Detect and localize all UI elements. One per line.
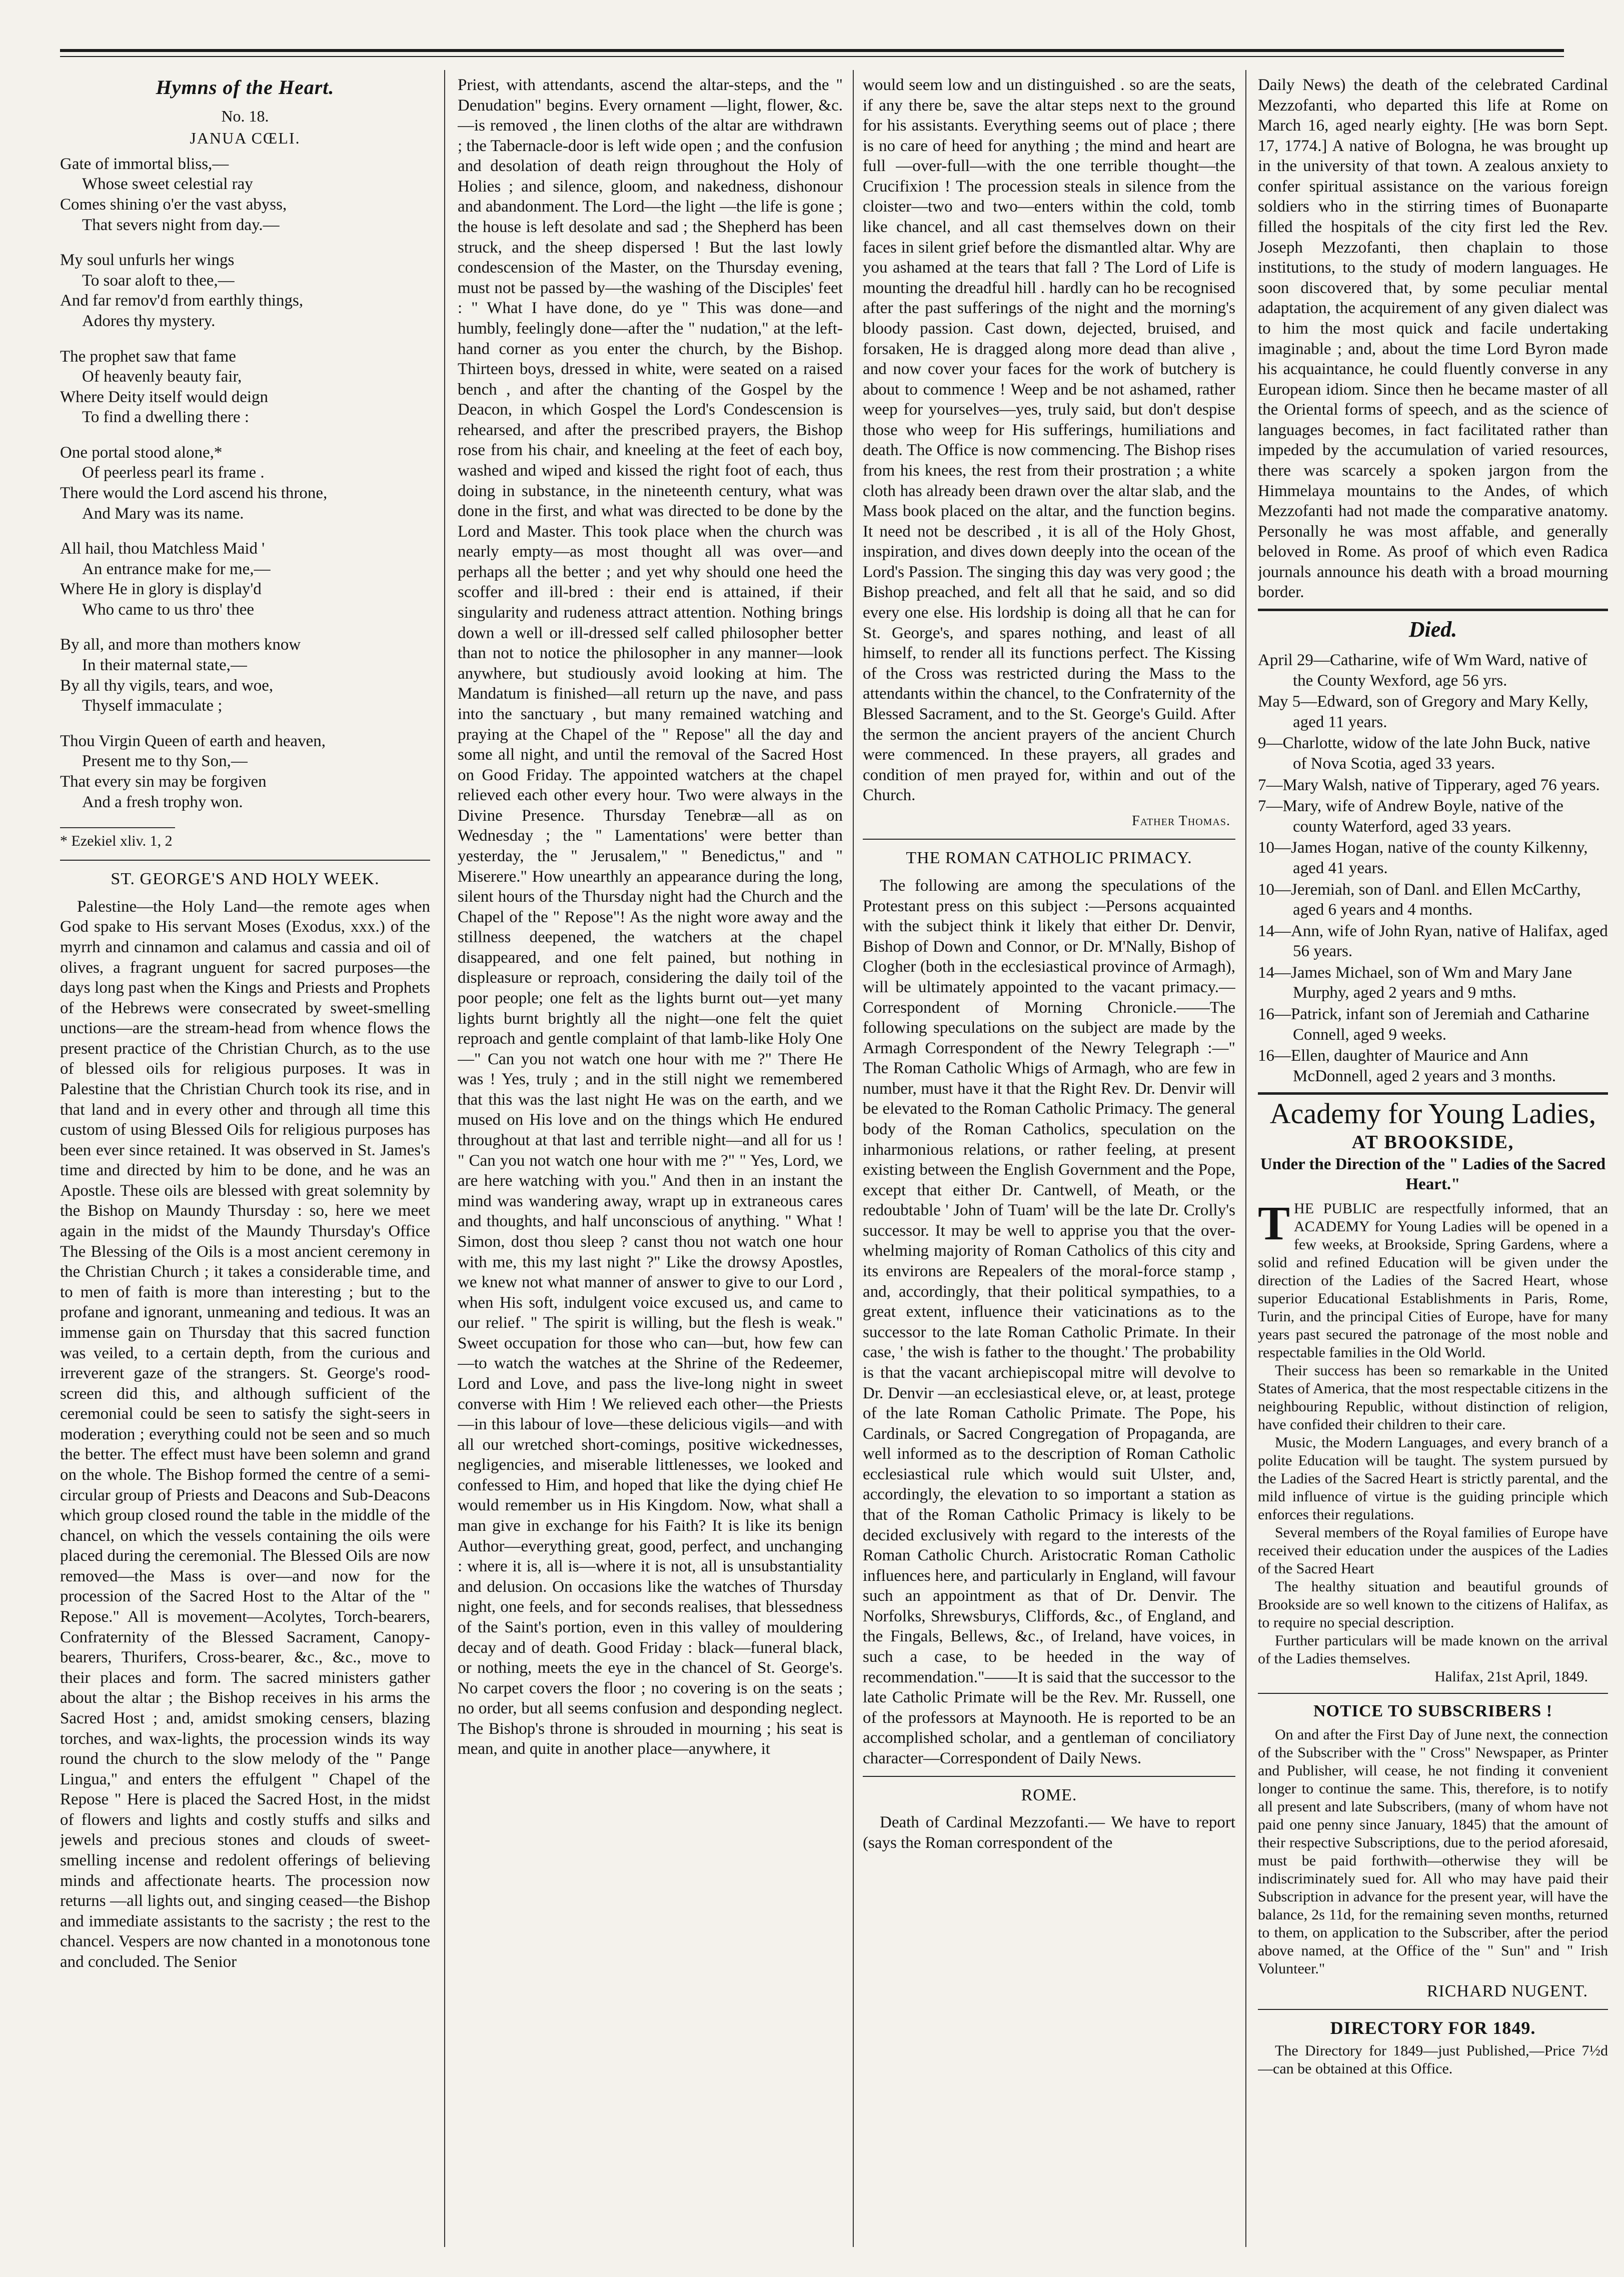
poem-line: Of heavenly beauty fair,	[82, 368, 242, 386]
poem-line: To soar aloft to thee,—	[82, 271, 235, 290]
poem-line: There would the Lord ascend his throne,	[60, 484, 328, 502]
obituary-entry: 7—Mary Walsh, native of Tipperary, aged 76 years.	[1258, 776, 1600, 794]
academy-ad-body	[1258, 1196, 1608, 1668]
column-divider	[444, 70, 445, 2247]
poem-line: Present me to thy Son,—	[82, 752, 248, 771]
poem-line: Where He in glory is display'd	[60, 580, 262, 599]
poem-stanza	[60, 731, 430, 812]
poem-line: Adores thy mystery.	[82, 312, 216, 330]
article-continuation	[863, 75, 1235, 806]
poem-line: Who came to us thro' thee	[82, 600, 255, 619]
poem-line: Thyself immaculate ;	[82, 697, 223, 715]
section-rule	[1258, 1092, 1608, 1095]
mezzofanti-body	[1258, 75, 1608, 603]
drop-cap: T	[1258, 1196, 1290, 1250]
poem-line: By all, and more than mothers know	[60, 636, 301, 654]
poem-line: One portal stood alone,*	[60, 443, 223, 462]
article-continuation	[458, 75, 843, 1759]
section-rule	[1258, 609, 1608, 611]
died-heading: Died.	[1408, 617, 1457, 642]
poem-body	[60, 154, 430, 812]
poem-line: Whose sweet celestial ray	[82, 175, 253, 194]
poem-line: That severs night from day.—	[82, 216, 280, 234]
article-heading: ST. GEORGE'S AND HOLY WEEK.	[111, 869, 380, 888]
academy-ad-title: Academy for Young Ladies,	[1269, 1097, 1596, 1130]
poem-number: No. 18.	[221, 107, 269, 126]
paragraph: The following are among the speculations of the Protestant press on this subject :—Persons acquainted with the subject think it likely that either Dr. Denvir, Bishop of Down and Connor, or Dr. M'Nally, Bishop of Clogher (both in the ecclesiastical province of Armagh), will be ultimately appointed to the vacant primacy.—Correspondent of Morning Chronicle.——The following speculations on the subject are made by the Armagh Correspondent of the Newry Telegraph :—" The Roman Catholic Whigs of Armagh, who are few in number, must have it that the Right Rev. Dr. Denvir will be elevated to the Roman Catholic Primacy. The general body of the Roman Catholics, speculation on the inharmonious relations, or rather feeling, at present existing between the English Government and the Pope, except that either Dr. Cantwell, of Meath, or the redoubtable ' John of Tuam' will be the late Dr. Crolly's successor. It may be well to apprise you that the over-whelming majority of Roman Catholics of this city and its environs are Repealers of the moral-force stamp , and, accordingly, that their political sympathies, to a great extent, influence their vaticinations as to the successor to the late Roman Catholic Primate. In their case, ' the wish is father to the thought.' The probability is that the vacant archiepiscopal mitre will devolve to Dr. Denvir —an ecclesiastical eleve, or, at least, protege of the late Roman Catholic Primate. The Pope, his Cardinals, or Sacred Congregation of Propaganda, are well informed as to the description of Roman Catholic ecclesiastical rule which would suit Ulster, and, accordingly, the elevation to so important a station as that of the Roman Catholic Primacy is likely to be decided exclusively with regard to the interests of the Roman Catholic Church. Aristocratic Roman Catholic influences here, and particularly in England, will favour such an appointment as that of Dr. Denvir. The Norfolks, Shrewsburys, Cliffords, &c., of England, and the Fingals, Bellews, &c., of Ireland, have voices, in such a case, to be heeded in the way of recommendation."——It is said that the successor to the late Catholic Primate will be the Rev. Mr. Russell, one of the professors at Maynooth. He is reported to be an accomplished scholar, and a gentleman of conciliatory character—Correspondent of Daily News.	[863, 877, 1235, 1767]
paragraph: The healthy situation and beautiful grounds of Brookside are so well known to the citizens of Halifax, as to require no special description.	[1258, 1578, 1608, 1631]
section-rule	[863, 839, 1235, 840]
poem-stanza	[60, 443, 430, 524]
poem-line: An entrance make for me,—	[82, 560, 271, 578]
poem-line: That every sin may be forgiven	[60, 772, 267, 791]
poem-line: And far remov'd from earthly things,	[60, 292, 304, 310]
academy-ad-direction: Under the Direction of the " Ladies of the Sacred Heart."	[1260, 1155, 1606, 1194]
primacy-heading: THE ROMAN CATHOLIC PRIMACY.	[906, 849, 1192, 868]
section-rule	[1258, 2009, 1608, 2010]
rome-heading: ROME.	[1021, 1785, 1077, 1804]
poem-line: Of peerless pearl its frame .	[82, 464, 265, 482]
section-rule	[1258, 1693, 1608, 1694]
obituary-entry: May 5—Edward, son of Gregory and Mary Kelly, aged 11 years.	[1258, 693, 1588, 731]
poem-title: JANUA CŒLI.	[190, 129, 301, 147]
masthead-rule-thin	[60, 56, 1564, 57]
column-4	[1258, 75, 1608, 2257]
poem-line: All hail, thou Matchless Maid '	[60, 540, 265, 558]
paragraph: Further particulars will be made known on the arrival of the Ladies themselves.	[1258, 1632, 1608, 1667]
poem-series-title: Hymns of the Heart.	[156, 76, 335, 99]
primacy-body	[863, 876, 1235, 1768]
obituary-entry: 14—James Michael, son of Wm and Mary Jane Murphy, aged 2 years and 9 mths.	[1258, 963, 1572, 1002]
paragraph: HE PUBLIC are respectfully informed, that an ACADEMY for Young Ladies will be opened in a few weeks, at Brookside, Spring Gardens, where a solid and refined Education will be given under the direction of the Ladies of the Sacred Heart, whose superior Educational Establishments in Paris, Rome, Turin, and the principal Cities of Europe, have for many years past secured the patronage of the most noble and respectable families in the Old World.	[1258, 1200, 1608, 1361]
obituary-entry: 10—James Hogan, native of the county Kilkenny, aged 41 years.	[1258, 839, 1588, 877]
column-2	[458, 75, 843, 2257]
paragraph: Several members of the Royal families of Europe have received their education under the auspices of the Ladies of the Sacred Heart	[1258, 1524, 1608, 1577]
poem-line: Comes shining o'er the vast abyss,	[60, 196, 287, 214]
paragraph: Priest, with attendants, ascend the altar-steps, and the " Denudation" begins. Every ornament —light, flower, &c.—is removed , the linen cloths of the altar are withdrawn ; the Tabernacle-door is left wide open ; and the confusion and desolation of death reign throughout the Holy of Holies ; and silence, gloom, and nakedness, dishonour and abandonment. The Lord—the light —the life is gone ; the house is left desolate and sad ; the Shepherd has been struck, and the sheep dispersed ! But the last lowly condescension of the Master, on the Thursday evening, must not be passed by—the washing of the Disciples' feet : " What I have done, do ye " This was done—and humbly, feelingly done—after the " nudation," at the left-hand corner as you enter the church, by the Bishop. Thirteen boys, dressed in white, were seated on a raised bench , and after the chanting of the Gospel by the Deacon, in which Gospel the Lord's Condescension is rehearsed, and after the prescribed prayers, the Bishop rose from his chair, and kneeling at the feet of each boy, washed and wiped and kissed the right foot of each, thus doing in substance, in the nineteenth century, what was done in the first, and what was directed to be done by the Lord and Master. This took place when the church was nearly empty—as most thought all was over—and perhaps all the better ; and yet why should one heed the scoffer and ill-bred : their end is attained, if their singularity and rudeness attract attention. Nothing brings down a well or ill-dressed self called philosopher better than not to notice the philosopher in any manner—look anywhere, but studiously avoid looking at him. The Mandatum is finished—all return up the nave, and pass into the sanctuary , but many remained watching and praying at the Chapel of the " Repose" all the day and some all night, and until the removal of the Sacred Host on Good Friday. The appointed watchers at the chapel relieved each other every hour. Two were always in the Divine Presence. Thursday Tenebræ—all as on Wednesday ; the " Lamentations' were better than yesterday, the " Jerusalem," " Benedictus," and " Miserere." How unearthly an appearance during the long, silent hours of the Thursday night had the Church and the Chapel of the " Repose"! As the night wore away and the stillness deepened, the watchers at the chapel disappeared, and one felt pained, but nothing in displeasure or reproach, considering the daily toil of the poor people; one felt as the lights burnt out—yet many lights burnt brightly all the night—one felt the quiet reproach and gentle complaint of that lamb-like Holy One—" Can you not watch one hour with me ?" There He was ! Yes, truly ; and in the still night we remembered that this was the last night He was on the earth, and we mused on His love and on the things which He endured throughout at that last and terrible night—and all for us ! " Can you not watch one hour with me ?" " Yes, Lord, we are here watching with you." And then in an instant the mind was wandering away, wrapt up in extraneous cares and thoughts, and half unconscious of anything. " What ! Simon, dost thou sleep ? canst thou not watch one hour with me, this my last night ?" Like the drowsy Apostles, we knew not what manner of answer to give to our Lord , when His soft, indulgent voice excused us, and came to our relief. " The spirit is willing, but the flesh is weak." Sweet occupation for those who can—but, how few can—to watch the watches at the Shrine of the Redeemer, Lord and Love, and pass the live-long night in sweet converse with Him ! We relieved each other—the Priests—in this labour of love—these delicious vigils—and with all our wretched short-comings, positive wickednesses, negligencies, and miserable littlenesses, we looked and confessed to Him, and hoped that like the dying chief He would remember us in His Kingdom. Now, what shall a man give in exchange for his Faith? It is like its benign Author—everything great, good, perfect, and unchanging : where it is, all is—where it is not, all is unsubstantiality and delusion. On occasions like the watches of Thursday night, one feels, and for seconds realises, that blessedness of the Saint's portion, even in this valley of mouldering decay and of death. Good Friday : black—funeral black, or nothing, meets the eye in the chancel of St. George's. No carpet covers the floor ; no covering is on the seats ; no order, but all seems confusion and desponding neglect. The Bishop's throne is shrouded in mourning ; his seat is mean, and quite in another place—anywhere, it	[458, 76, 843, 1758]
poem-line: To find a dwelling there :	[82, 408, 250, 427]
column-3	[863, 75, 1235, 2257]
paragraph: Palestine—the Holy Land—the remote ages when God spake to His servant Moses (Exodus, xxx.) of the myrrh and cinnamon and calamus and cassia and oil of olives, a fragrant unguent for sacred purposes—the days long past when the Kings and Priests and Prophets of the Hebrews were consecrated by sweet-smelling unctions—are the stream-head from whence flows the present practice of the Christian Church, as to the use of blessed oils for religious purposes. It was in Palestine that the Christian Church took its rise, and in that land and in every other and through all time this custom of using Blessed Oils for religious purposes has been ever since retained. It was observed in St. James's time and directed by him to be done, and he was an Apostle. These oils are blessed with great solemnity by the Bishop on Maundy Thursday : so, here we meet again in the midst of the Maundy Thursday's Office The Blessing of the Oils is a most ancient ceremony in the Christian Church ; it takes a considerable time, and to men of faith is more than interesting ; but to the profane and ignorant, unmeaning and tedious. It was an immense gain on Thursday that this sacred function was veiled, to a certain depth, from the curious and irreverent gaze of the strangers. St. George's rood-screen did this, and although sufficient of the ceremonial could be seen to satisfy the sight-seers in moderation ; everything could not be seen and so much the better. The effect must have been solemn and grand on the whole. The Bishop formed the centre of a semi-circular group of Priests and Deacons and Sub-Deacons which group closed round the table in the middle of the chancel, on which the vessels containing the oils were placed during the ceremonial. The Blessed Oils are now removed—the Mass is over—and now for the procession of the Sacred Host to the Altar of the " Repose." All is movement—Acolytes, Torch-bearers, Confraternity of the Blessed Sacrament, Canopy-bearers, Thurifers, Cross-bearer, &c., &c., move to their places and form. The sacred ministers gather about the altar ; the Bishop receives in his arms the Sacred Host ; and, amidst smoking censers, blazing torches, and wax-lights, the procession winds its way round the church to the slow melody of the " Pange Lingua," and enters the effulgent " Chapel of the Repose " Here is placed the Sacred Host, in the midst of flowers and lights and costly stuffs and silks and jewels and precious stones and clouds of sweet-smelling incense and redolent offerings of believing minds and affectionate hearts. The procession now returns —all lights out, and singing ceased—the Bishop and immediate assistants to the sacristy ; the rest to the chancel. Vespers are now chanted in a monotonous tone and concluded. The Senior	[60, 897, 430, 1971]
poem-line: The prophet saw that fame	[60, 347, 236, 366]
obituary-entry: 16—Ellen, daughter of Maurice and Ann McDonnell, aged 2 years and 3 months.	[1258, 1047, 1556, 1085]
paragraph: Music, the Modern Languages, and every branch of a polite Education will be taught. The system pursued by the Ladies of the Sacred Heart is strictly parental, and the mild influence of virtue is the guiding principle which enforces their regulations.	[1258, 1434, 1608, 1523]
column-divider	[1245, 70, 1246, 2247]
column-1	[60, 75, 430, 2257]
poem-stanza	[60, 250, 430, 331]
academy-ad-date: Halifax, 21st April, 1849.	[1434, 1668, 1588, 1685]
notice-body: On and after the First Day of June next, the connection of the Subscriber with the " Cross" Newspaper, as Printer and Publisher, will cease, he not finding it convenient longer to continue the same. This, therefore, is to notify all present and late Subscribers, (many of whom have not paid one penny since January, 1845) that the amount of their respective Subscriptions, due to the period aforesaid, must be paid forthwith—otherwise they will be indiscriminately sued for. All who may have paid their Subscription in advance for the present year, will have the balance, 2s 11d, for the remaining seven months, returned to them, on application to the Subscriber, after the period above named, at the Office of the " Sun" and " Irish Volunteer."	[1258, 1726, 1608, 1977]
poem-stanza	[60, 154, 430, 235]
section-rule	[60, 860, 430, 861]
rome-body: Death of Cardinal Mezzofanti.— We have to report (says the Roman correspondent of the	[863, 1813, 1235, 1852]
poem-stanza	[60, 635, 430, 716]
notice-signer: RICHARD NUGENT.	[1426, 1981, 1588, 2000]
paragraph: would seem low and un distinguished . so are the seats, if any there be, save the altar steps next to the ground for his assistants. Everything seems out of place ; there is no care of heed for anything ; the mind and heart are full —over-full—with the one terrible thought—the Crucifixion ! The procession steals in silence from the cloister—two and two—enters within the cold, tomb like chancel, and all cast themselves down on their faces in silent grief before the dismantled altar. Why are you ashamed at the tears that fall ? The Lord of Life is mounting the dreadful hill . hardly can ho be recognised after the past sufferings of the night and the morning's bloody passion. Cast down, dejected, bruised, and forsaken, He is dragged along more dead than alive , and now cover your faces for the work of butchery is about to commence ! Weep and be not ashamed, rather weep for yourselves—yes, truly said, but don't despise those who weep for His sufferings, humiliations and death. The Office is now commencing. The Bishop rises from his knees, the rest from their prostration ; a white cloth has already been drawn over the altar slab, and the Mass book placed on the altar, and the function begins. It need not be described , it is all of the Holy Ghost, inspiration, and dives down deeply into the ocean of the Lord's Passion. The singing this day was very good ; the Bishop preached, and felt all that he said, and so did every one else. His lordship is doing all that he can for St. George's, and spares nothing, and least of all himself, to render all its functions perfect. The Kissing of the Cross was restricted during the Mass to the attendants within the chancel, to the Confraternity of the Blessed Sacrament, and to the St. George's Guild. After the sermon the ancient prayers of the ancient Church were commenced. In these prayers, all grades and condition of men prayed for, within and out of the Church.	[863, 76, 1235, 805]
academy-ad-location: AT BROOKSIDE,	[1351, 1132, 1514, 1153]
poem-stanza	[60, 347, 430, 428]
poem-stanza	[60, 539, 430, 620]
obituary-entry: 9—Charlotte, widow of the late John Buck, native of Nova Scotia, aged 33 years.	[1258, 734, 1590, 773]
obituary-entry: 10—Jeremiah, son of Danl. and Ellen McCarthy, aged 6 years and 4 months.	[1258, 880, 1581, 919]
paragraph: Daily News) the death of the celebrated Cardinal Mezzofanti, who departed this life at Rome on March 16, aged nearly eighty. [He was born Sept. 17, 1774.] A native of Bologna, he was brought up in the university of that town. A zealous anxiety to confer spiritual assistance on the various foreign soldiers who in the stirring times of Buonaparte filled the hospitals of the city first led the Rev. Joseph Mezzofanti, then chaplain to those institutions, to the study of modern languages. He soon discovered that, by some peculiar mental adaptation, the acquirement of any given dialect was to him the most quick and facile undertaking imaginable ; and, about the time Lord Byron made his acquaintance, he could fluently converse in any European idiom. Since then he became master of all the Oriental forms of speech, and as the science of languages becomes, in fact facilitated rather than impeded by the accumulation of varied resources, there was scarcely a spoken jargon from the Himmelaya mountains to the Andes, of which Mezzofanti had not made the comparative anatomy. Personally he was most affable, and generally beloved in Rome. As proof of which even Radica journals announce his death with a broad mourning border.	[1258, 76, 1608, 602]
directory-body: The Directory for 1849—just Published,—Price 7½d—can be obtained at this Office.	[1258, 2042, 1608, 2077]
article-body	[60, 897, 430, 1972]
article-signature: Father Thomas.	[1132, 813, 1230, 829]
poem-line: Where Deity itself would deign	[60, 388, 269, 406]
directory-heading: DIRECTORY FOR 1849.	[1330, 2017, 1536, 2038]
poem-footnote: * Ezekiel xliv. 1, 2	[60, 827, 175, 851]
notice-heading: NOTICE TO SUBSCRIBERS !	[1313, 1701, 1553, 1720]
poem-line: By all thy vigils, tears, and woe,	[60, 676, 274, 695]
obituary-entry: April 29—Catharine, wife of Wm Ward, native of the County Wexford, age 56 yrs.	[1258, 651, 1587, 690]
poem-line: Gate of immortal bliss,—	[60, 155, 229, 173]
poem-line: And a fresh trophy won.	[82, 793, 243, 811]
poem-line: In their maternal state,—	[82, 656, 247, 675]
column-divider	[853, 70, 854, 2247]
poem-line: And Mary was its name.	[82, 504, 244, 523]
paragraph: Their success has been so remarkable in the United States of America, that the most respectable citizens in the neighbouring Republic, without distinction of religion, have confided their children to their care.	[1258, 1362, 1608, 1433]
obituary-entry: 16—Patrick, infant son of Jeremiah and Catharine Connell, aged 9 weeks.	[1258, 1005, 1589, 1044]
masthead-rule	[60, 49, 1564, 52]
obituary-entry: 7—Mary, wife of Andrew Boyle, native of the county Waterford, aged 33 years.	[1258, 797, 1563, 836]
obituary-entry: 14—Ann, wife of John Ryan, native of Halifax, aged 56 years.	[1258, 922, 1608, 961]
obituary-list	[1258, 650, 1608, 1086]
poem-line: Thou Virgin Queen of earth and heaven,	[60, 732, 326, 750]
section-rule	[863, 1776, 1235, 1777]
poem-line: My soul unfurls her wings	[60, 251, 235, 270]
